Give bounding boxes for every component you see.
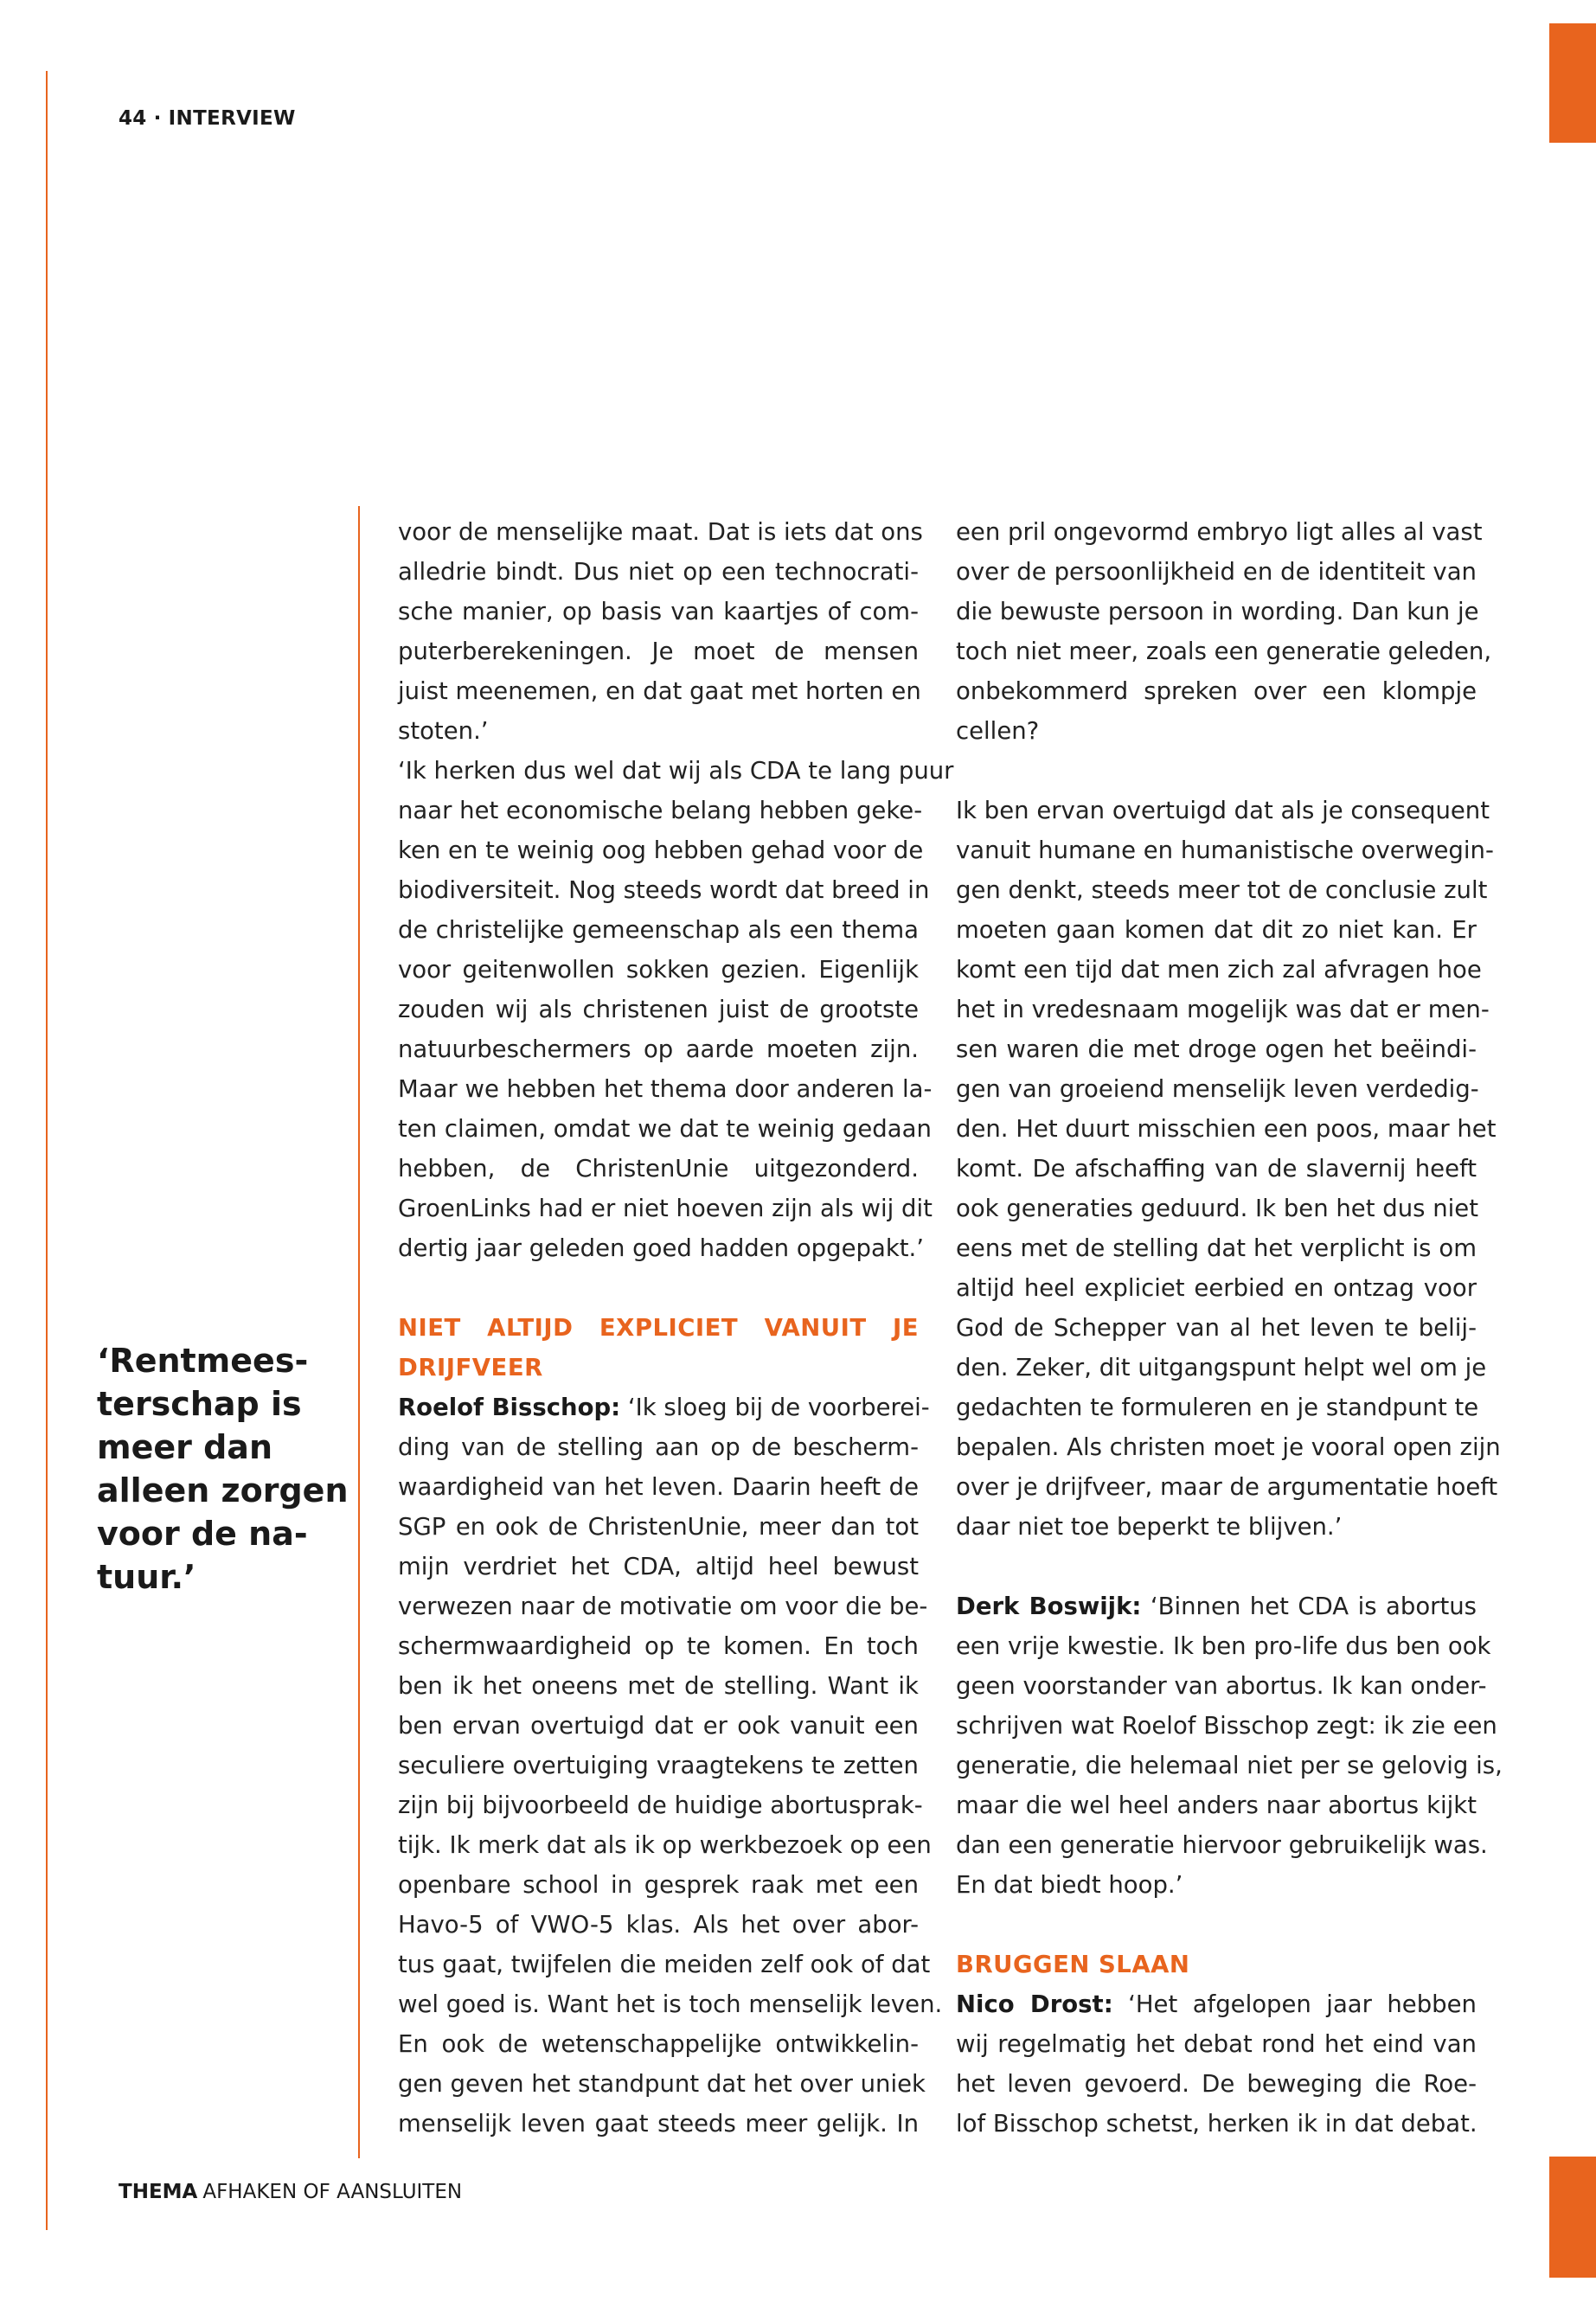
speaker-line <box>956 1984 1477 2024</box>
pull-quote-line: terschap is <box>97 1385 302 1423</box>
pull-quote-line: alleen zorgen <box>97 1471 349 1509</box>
text-line: vanuit humane en humanistische overwegin- <box>956 836 1494 864</box>
text-line: altijd heel expliciet eerbied en ontzag voor <box>956 1274 1477 1302</box>
text-line: de christelijke gemeenschap als een thema <box>398 916 919 944</box>
section-label: INTERVIEW <box>168 107 296 130</box>
article-column-middle <box>398 512 954 2144</box>
text-line: GroenLinks had er niet hoeven zijn als wij dit <box>398 1195 933 1222</box>
text-line: tus gaat, twijfelen die meiden zelf ook of dat <box>398 1951 931 1978</box>
intro-paragraphs <box>398 512 954 1268</box>
boswijk-paragraph <box>956 1626 1503 1905</box>
text-line: een vrije kwestie. Ik ben pro-life dus ben ook <box>956 1632 1491 1660</box>
top-accent-tab <box>1549 23 1596 143</box>
speaker-name: Derk Boswijk: <box>956 1593 1142 1620</box>
pull-quote-line: ‘Rentmees- <box>97 1342 309 1380</box>
text-line: gen van groeiend menselijk leven verdedig- <box>956 1075 1479 1103</box>
text-line: hebben, de ChristenUnie uitgezonderd. <box>398 1155 919 1183</box>
pull-quote-line: tuur.’ <box>97 1558 196 1596</box>
text-line: tijk. Ik merk dat als ik op werkbezoek op een <box>398 1831 932 1859</box>
column-divider-rule <box>358 506 360 2158</box>
text-line: moeten gaan komen dat dit zo niet kan. Er <box>956 916 1477 944</box>
text-line: stoten.’ <box>398 717 489 745</box>
text-line: ken en te weinig oog hebben gehad voor de <box>398 836 924 864</box>
magazine-name: THEMA <box>119 2181 198 2203</box>
text-line: over je drijfveer, maar de argumentatie hoeft <box>956 1473 1498 1501</box>
text-line: cellen? <box>956 717 1040 745</box>
article-column-right <box>956 512 1503 2144</box>
text-line: onbekommerd spreken over een klompje <box>956 677 1477 705</box>
text-line: ‘Ik herken dus wel dat wij als CDA te lang puur <box>398 757 954 785</box>
text-line: naar het economische belang hebben geke- <box>398 797 923 824</box>
text-line: komt. De afschaffing van de slavernij heeft <box>956 1155 1477 1183</box>
left-margin-rule <box>46 71 48 2230</box>
page-header <box>119 107 296 130</box>
bottom-accent-tab <box>1549 2157 1596 2278</box>
text-line: biodiversiteit. Nog steeds wordt dat breed in <box>398 876 930 904</box>
text-line: daar niet toe beperkt te blijven.’ <box>956 1513 1343 1541</box>
text-line: wij regelmatig het debat rond het eind van <box>956 2030 1477 2058</box>
text-line: mijn verdriet het CDA, altijd heel bewust <box>398 1553 919 1580</box>
speaker-name: Nico Drost: <box>956 1990 1113 2018</box>
text-line: schermwaardigheid op te komen. En toch <box>398 1632 919 1660</box>
text-line: waardigheid van het leven. Daarin heeft de <box>398 1473 919 1501</box>
text-line: voor de menselijke maat. Dat is iets dat ons <box>398 518 923 546</box>
text-line: ben ik het oneens met de stelling. Want ik <box>398 1672 919 1700</box>
text-line: ten claimen, omdat we dat te weinig gedaan <box>398 1115 932 1143</box>
text-line: het leven gevoerd. De beweging die Roe- <box>956 2070 1477 2098</box>
text-line: bepalen. Als christen moet je vooral open zijn <box>956 1433 1501 1461</box>
text-line: die bewuste persoon in wording. Dan kun je <box>956 598 1479 625</box>
text-line: juist meenemen, en dat gaat met horten en <box>398 677 921 705</box>
text-line: maar die wel heel anders naar abortus kijkt <box>956 1791 1477 1819</box>
text-line: dan een generatie hiervoor gebruikelijk was. <box>956 1831 1488 1859</box>
text-line: ding van de stelling aan op de bescherm- <box>398 1433 919 1461</box>
text-line: het in vredesnaam mogelijk was dat er men- <box>956 996 1490 1023</box>
issue-title: AFHAKEN OF AANSLUITEN <box>202 2181 463 2203</box>
text-line: God de Schepper van al het leven te belij- <box>956 1314 1477 1342</box>
page-footer <box>119 2181 462 2203</box>
text-line: natuurbeschermers op aarde moeten zijn. <box>398 1035 919 1063</box>
speaker-line <box>398 1388 930 1427</box>
text-line: voor geitenwollen sokken gezien. Eigenlijk <box>398 956 919 984</box>
speaker-name: Roelof Bisschop: <box>398 1394 621 1421</box>
conviction-paragraph <box>956 791 1501 1547</box>
text-line: Havo-5 of VWO-5 klas. Als het over abor- <box>398 1911 919 1939</box>
drost-paragraph <box>956 2024 1477 2144</box>
paragraph-gap <box>956 1905 1477 1945</box>
text-line: openbare school in gesprek raak met een <box>398 1871 919 1899</box>
pull-quote-line: voor de na- <box>97 1515 308 1553</box>
paragraph-gap <box>956 751 1477 791</box>
text-line: wel goed is. Want het is toch menselijk leven. <box>398 1990 943 2018</box>
text-line: komt een tijd dat men zich zal afvragen hoe <box>956 956 1482 984</box>
speaker-quote-start: ‘Het afgelopen jaar hebben <box>1112 1990 1477 2018</box>
text-line: schrijven wat Roelof Bisschop zegt: ik zie een <box>956 1712 1497 1740</box>
text-line: ook generaties geduurd. Ik ben het dus niet <box>956 1195 1478 1222</box>
embryo-paragraph <box>956 512 1492 751</box>
text-line: sche manier, op basis van kaartjes of com- <box>398 598 919 625</box>
text-line: den. Het duurt misschien een poos, maar het <box>956 1115 1497 1143</box>
text-line: alledrie bindt. Dus niet op een technocrati- <box>398 558 919 586</box>
pull-quote-line: meer dan <box>97 1428 273 1466</box>
header-separator: · <box>153 107 162 130</box>
text-line: generatie, die helemaal niet per se gelovig is, <box>956 1752 1503 1779</box>
text-line: puterberekeningen. Je moet de mensen <box>398 638 919 665</box>
text-line: ben ervan overtuigd dat er ook vanuit een <box>398 1712 919 1740</box>
text-line: een pril ongevormd embryo ligt alles al vast <box>956 518 1483 546</box>
text-line: En dat biedt hoop.’ <box>956 1871 1183 1899</box>
section-heading: BRUGGEN SLAAN <box>956 1951 1190 1978</box>
section-heading: NIET ALTIJD EXPLICIET VANUIT JE <box>398 1314 919 1342</box>
text-line: seculiere overtuiging vraagtekens te zetten <box>398 1752 919 1779</box>
text-line: over de persoonlijkheid en de identiteit van <box>956 558 1477 586</box>
text-line: zijn bij bijvoorbeeld de huidige abortusprak- <box>398 1791 923 1819</box>
text-line: Ik ben ervan overtuigd dat als je consequent <box>956 797 1490 824</box>
pull-quote <box>97 1339 349 1599</box>
paragraph-gap <box>956 1547 1477 1586</box>
text-line: menselijk leven gaat steeds meer gelijk. In <box>398 2110 919 2138</box>
speaker-quote-start: ‘Binnen het CDA is abortus <box>1141 1593 1477 1620</box>
text-line: En ook de wetenschappelijke ontwikkelin- <box>398 2030 919 2058</box>
text-line: SGP en ook de ChristenUnie, meer dan tot <box>398 1513 919 1541</box>
text-line: lof Bisschop schetst, herken ik in dat debat. <box>956 2110 1477 2138</box>
speaker-line <box>956 1586 1477 1626</box>
text-line: den. Zeker, dit uitgangspunt helpt wel om je <box>956 1354 1487 1381</box>
text-line: gen geven het standpunt dat het over uniek <box>398 2070 926 2098</box>
text-line: gedachten te formuleren en je standpunt te <box>956 1394 1479 1421</box>
text-line: gen denkt, steeds meer tot de conclusie zult <box>956 876 1488 904</box>
text-line: zouden wij als christenen juist de grootste <box>398 996 919 1023</box>
text-line: verwezen naar de motivatie om voor die be- <box>398 1593 928 1620</box>
speaker-quote-start: ‘Ik sloeg bij de voorberei- <box>620 1394 930 1421</box>
text-line: Maar we hebben het thema door anderen la- <box>398 1075 933 1103</box>
bisschop-paragraph <box>398 1427 943 2144</box>
paragraph-gap <box>398 1268 919 1308</box>
text-line: geen voorstander van abortus. Ik kan onder- <box>956 1672 1487 1700</box>
text-line: sen waren die met droge ogen het beëindi- <box>956 1035 1477 1063</box>
section-heading-continued: DRIJFVEER <box>398 1354 543 1381</box>
text-line: eens met de stelling dat het verplicht is om <box>956 1234 1477 1262</box>
page-number: 44 <box>119 107 147 130</box>
text-line: dertig jaar geleden goed hadden opgepakt.’ <box>398 1234 925 1262</box>
text-line: toch niet meer, zoals een generatie geleden, <box>956 638 1492 665</box>
